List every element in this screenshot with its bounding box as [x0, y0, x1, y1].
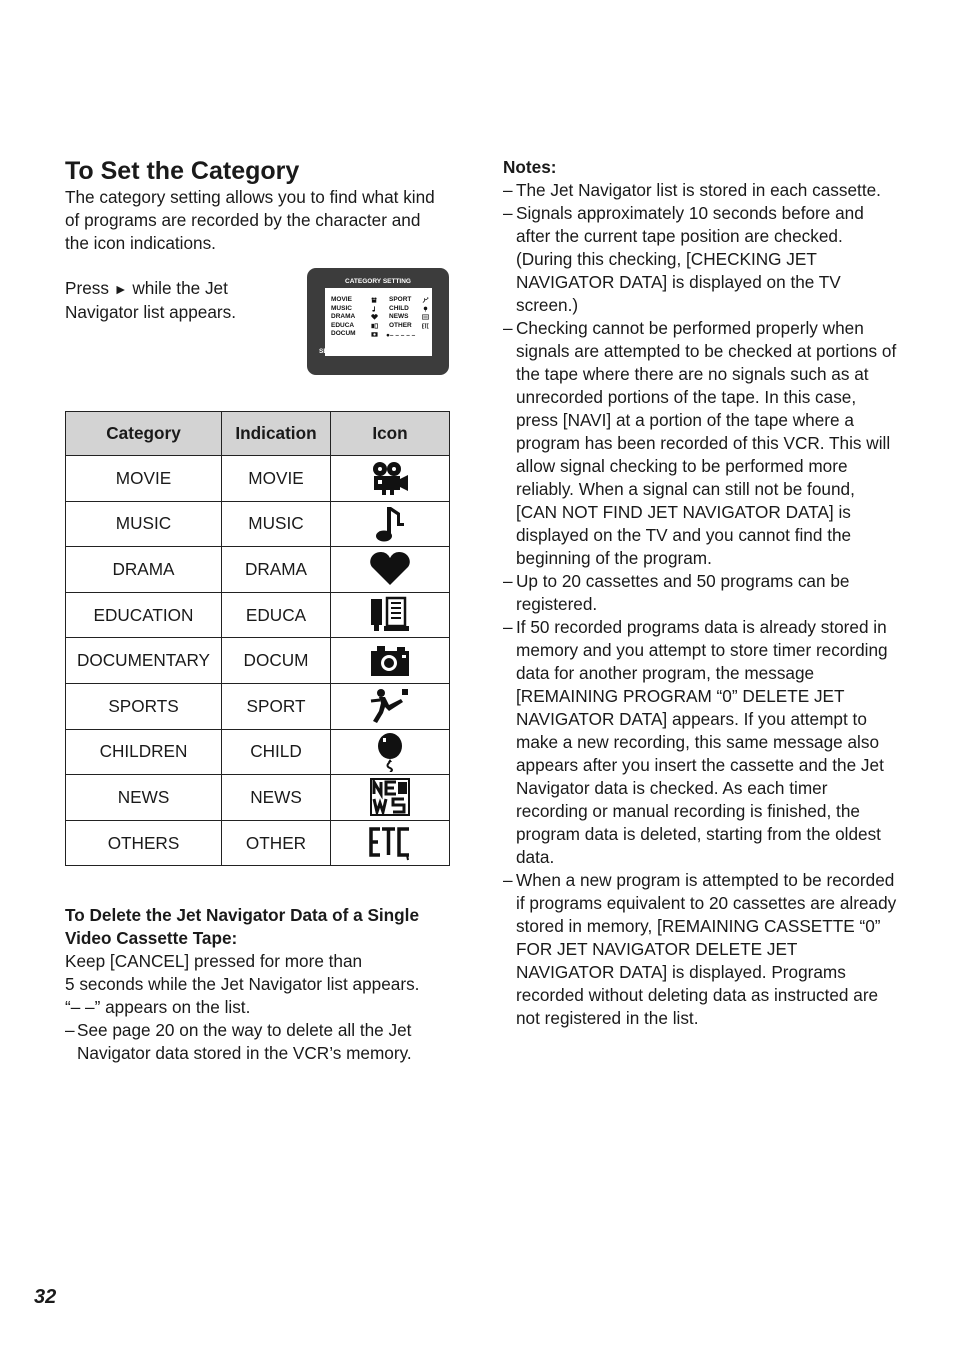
- tv-screen-title: CATEGORY SETTING: [345, 278, 411, 285]
- delete-instructions: [65, 904, 465, 1065]
- icon-cell: [331, 638, 450, 684]
- category-cell: DRAMA: [66, 547, 222, 593]
- press-after: while the Jet Navigator list appears.: [65, 278, 237, 322]
- table-row: [66, 775, 450, 821]
- category-cell: DOCUMENTARY: [66, 638, 222, 684]
- indication-cell: DRAMA: [222, 547, 331, 593]
- table-row: [66, 729, 450, 775]
- indication-cell: NEWS: [222, 775, 331, 821]
- camera-icon: [371, 331, 378, 337]
- icon-cell: [331, 501, 450, 547]
- tv-item: MUSIC: [331, 305, 356, 314]
- icon-cell: [331, 729, 450, 775]
- music-note-icon: [370, 505, 410, 543]
- play-arrow-icon: ►: [113, 281, 128, 297]
- indication-cell: MOVIE: [222, 456, 331, 502]
- tv-right-list: [389, 296, 412, 330]
- press-before: Press: [65, 278, 114, 298]
- delete-heading: To Delete the Jet Navigator Data of a Single Video Cassette Tape:: [65, 905, 420, 948]
- category-cell: SPORTS: [66, 683, 222, 729]
- tv-screen-illustration: [307, 268, 449, 375]
- table-row: [66, 638, 450, 684]
- icon-cell: [331, 775, 450, 821]
- table-row: [66, 456, 450, 502]
- table-row: [66, 547, 450, 593]
- heart-icon: [371, 314, 378, 320]
- indication-cell: SPORT: [222, 683, 331, 729]
- tv-item: OTHER: [389, 322, 412, 331]
- icon-cell: [331, 456, 450, 502]
- tv-empty-slots: ●– – – – –: [386, 332, 416, 339]
- note-item: – Signals approximately 10 seconds before and after the current tape position are checked. (During this checking, [CHECKING JET NAVIGATOR DATA] is displayed on the TV screen.): [503, 203, 864, 315]
- tv-item: NEWS: [389, 313, 412, 322]
- tv-select-label: SELECT:: [319, 348, 370, 355]
- indication-cell: CHILD: [222, 729, 331, 775]
- note-item: – Up to 20 cassettes and 50 programs can be registered.: [503, 571, 850, 614]
- tv-item: EDUCA: [331, 322, 356, 331]
- icon-cell: [331, 820, 450, 866]
- etc-icon: [369, 825, 411, 861]
- category-cell: CHILDREN: [66, 729, 222, 775]
- table-row: [66, 501, 450, 547]
- book-and-paper-icon: [369, 596, 411, 634]
- icon-cell: [331, 683, 450, 729]
- indication-cell: EDUCA: [222, 592, 331, 638]
- intro-text: The category setting allows you to find what kind of programs are recorded by the character and the icon indications.: [65, 187, 435, 253]
- header-indication: Indication: [222, 412, 331, 456]
- category-cell: MUSIC: [66, 501, 222, 547]
- press-instruction: [65, 277, 275, 324]
- balloon-icon: [422, 306, 429, 312]
- tv-end-label: END : MENU: [390, 348, 429, 355]
- indication-cell: MUSIC: [222, 501, 331, 547]
- indication-cell: OTHER: [222, 820, 331, 866]
- kicking-player-icon: [422, 297, 429, 303]
- delete-line: Keep [CANCEL] pressed for more than: [65, 951, 363, 971]
- table-row: [66, 683, 450, 729]
- page-title: To Set the Category: [65, 157, 300, 185]
- etc-icon: [422, 323, 429, 329]
- delete-line: “– –” appears on the list.: [65, 997, 251, 1017]
- table-row: [66, 820, 450, 866]
- icon-cell: [331, 592, 450, 638]
- table-header-row: [66, 412, 450, 456]
- tv-left-list: [331, 296, 356, 339]
- table-row: [66, 592, 450, 638]
- tv-item: CHILD: [389, 305, 412, 314]
- category-cell: OTHERS: [66, 820, 222, 866]
- tv-item: MOVIE: [331, 296, 356, 305]
- category-cell: MOVIE: [66, 456, 222, 502]
- arrow-keys-icon: [348, 349, 370, 354]
- delete-line: 5 seconds while the Jet Navigator list appears.: [65, 974, 420, 994]
- movie-camera-icon: [371, 297, 378, 303]
- camera-icon: [369, 644, 411, 678]
- heart-icon: [369, 551, 411, 587]
- music-note-icon: [371, 306, 378, 312]
- header-icon: Icon: [331, 412, 450, 456]
- category-table: [65, 411, 450, 866]
- tv-item: DOCUM: [331, 330, 356, 339]
- notes-section: [503, 156, 898, 1030]
- icon-cell: [331, 547, 450, 593]
- balloon-icon: [373, 732, 407, 772]
- category-cell: NEWS: [66, 775, 222, 821]
- header-category: Category: [66, 412, 222, 456]
- indication-cell: DOCUM: [222, 638, 331, 684]
- tv-item: SPORT: [389, 296, 412, 305]
- book-and-paper-icon: [371, 323, 378, 329]
- note-item: – The Jet Navigator list is stored in each cassette.: [503, 180, 881, 200]
- movie-camera-icon: [370, 460, 410, 496]
- category-cell: EDUCATION: [66, 592, 222, 638]
- news-icon: [370, 778, 410, 816]
- tv-item: DRAMA: [331, 313, 356, 322]
- notes-heading: Notes:: [503, 157, 557, 177]
- page-number: 32: [34, 1286, 57, 1308]
- kicking-player-icon: [369, 687, 411, 725]
- news-icon: [422, 314, 429, 320]
- note-item: – If 50 recorded programs data is already stored in memory and you attempt to store timer recording data for another program, the message [REMAINING PROGRAM “0” DELETE JET NAVIGATOR DATA] appears. If you attempt to make a new recording, this same message also appears after you insert the cassette and the Jet Navigator data is checked. As each timer recording or manual recording is finished, the program data is deleted, starting from the oldest data.: [503, 617, 888, 867]
- delete-bullet: – See page 20 on the way to delete all the Jet Navigator data stored in the VCR’s memory.: [65, 1020, 412, 1063]
- note-item: – When a new program is attempted to be recorded if programs equivalent to 20 cassettes are already stored in memory, [REMAINING CASSETTE “0” FOR JET NAVIGATOR DELETE JET NAVIGATOR DATA] is displayed. Programs recorded without deleting data as instructed are not registered in the list.: [503, 870, 897, 1028]
- note-item: – Checking cannot be performed properly when signals are attempted to be checked at portions of the tape where there are no signals such as at unrecorded portions of the tape. In this case, press [NAVI] at a portion of the tape where a program has been recorded of this VCR. This will allow signal checking to be performed more reliably. When a signal can still not be found, [CAN NOT FIND JET NAVIGATOR DATA] is displayed on the TV and you cannot find the beginning of the program.: [503, 318, 897, 568]
